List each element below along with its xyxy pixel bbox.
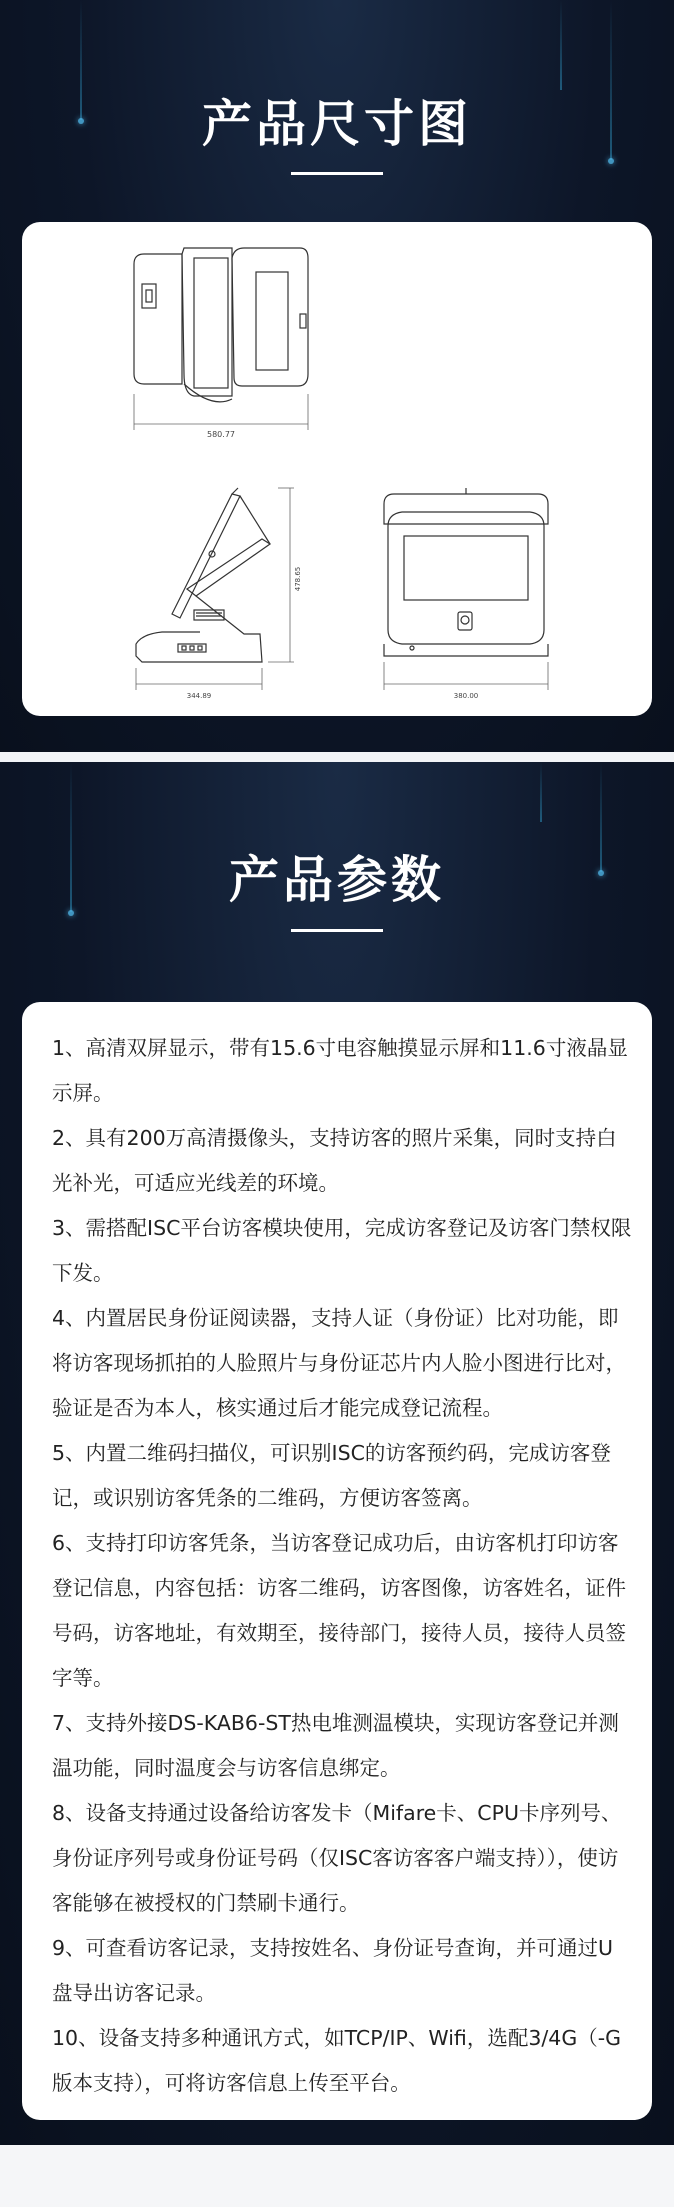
- dimensions-section: [0, 0, 674, 752]
- title-underline: [291, 172, 383, 175]
- param-item: 4、内置居民身份证阅读器，支持人证（身份证）比对功能，即将访客现场抓拍的人脸照片与身份证芯片内人脸小图进行比对，验证是否为本人，核实通过后才能完成登记流程。: [52, 1306, 626, 1420]
- params-card: [22, 1002, 652, 2120]
- decor-line: [540, 762, 542, 822]
- params-section: [0, 762, 674, 2145]
- depth-side-label: 344.89: [186, 692, 212, 700]
- param-item: 3、需搭配ISC平台访客模块使用，完成访客登记及访客门禁权限下发。: [52, 1216, 632, 1285]
- param-item: 2、具有200万高清摄像头，支持访客的照片采集，同时支持白光补光，可适应光线差的环境。: [52, 1126, 617, 1195]
- decor-line: [560, 0, 562, 90]
- section-divider: [0, 752, 674, 762]
- title-underline: [291, 929, 383, 932]
- param-item: 9、可查看访客记录，支持按姓名、身份证号查询，并可通过U盘导出访客记录。: [52, 1936, 614, 2005]
- bottom-strip: [0, 2145, 674, 2207]
- params-list: [52, 1026, 632, 2106]
- dimensions-card: [22, 222, 652, 716]
- param-item: 10、设备支持多种通讯方式，如TCP/IP、Wifi，选配3/4G（-G版本支持），可将访客信息上传至平台。: [52, 2026, 621, 2095]
- param-item: 8、设备支持通过设备给访客发卡（Mifare卡、CPU卡序列号、身份证序列号或身份证号码（仅ISC客访客客户端支持）），使访客能够在被授权的门禁刷卡通行。: [52, 1801, 622, 1915]
- width-front-label: 380.00: [453, 692, 479, 700]
- decor-dot: [608, 158, 614, 164]
- param-item: 1、高清双屏显示，带有15.6寸电容触摸显示屏和11.6寸液晶显示屏。: [52, 1036, 628, 1105]
- front-view-drawing: [374, 484, 574, 714]
- dimensions-title: 产品尺寸图: [202, 95, 472, 153]
- param-item: 6、支持打印访客凭条，当访客登记成功后，由访客机打印访客登记信息，内容包括：访客二维码，访客图像，访客姓名，证件号码，访客地址，有效期至，接待部门，接待人员，接待人员签字等。: [52, 1531, 626, 1690]
- width-top-label: 580.77: [207, 430, 235, 439]
- height-side-label: 478.65: [294, 566, 302, 592]
- param-item: 7、支持外接DS-KAB6-ST热电堆测温模块，实现访客登记并测温功能，同时温度会与访客信息绑定。: [52, 1711, 619, 1780]
- param-item: 5、内置二维码扫描仪，可识别ISC的访客预约码，完成访客登记，或识别访客凭条的二维码，方便访客签离。: [52, 1441, 611, 1510]
- top-view-drawing: [122, 234, 342, 444]
- side-view-drawing: [112, 484, 342, 714]
- params-title: 产品参数: [229, 851, 445, 909]
